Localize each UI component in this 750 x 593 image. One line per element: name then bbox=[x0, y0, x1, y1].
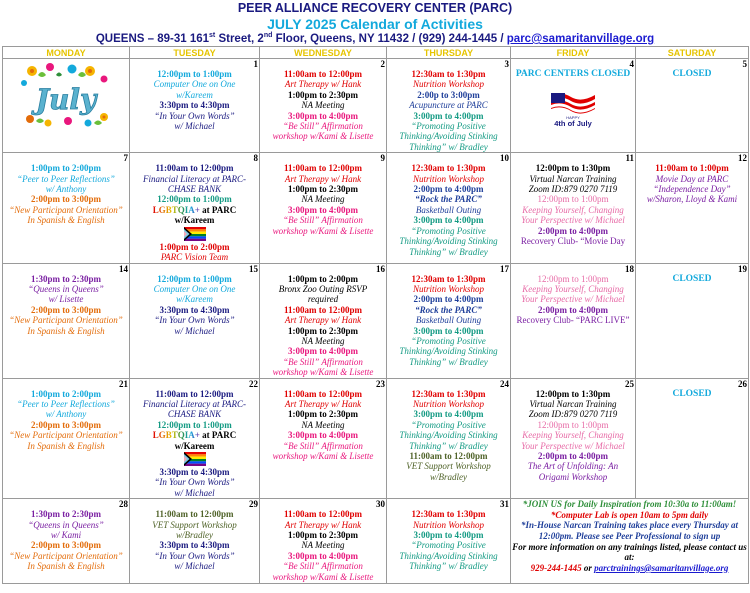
day-number: 29 bbox=[249, 499, 258, 510]
day-cell bbox=[3, 59, 130, 153]
day-cell: 28 1:30pm to 2:30pm “Queens in Queens” w/ Kami 2:00pm to 3:00pm “New Participant Orientation” In Spanish & English bbox=[3, 499, 130, 584]
day-number: 15 bbox=[249, 263, 258, 274]
day-cell: 2 11:00am to 12:00pm Art Therapy w/ Hank 1:00pm to 2:30pm NA Meeting 3:00pm to 4:00pm “Be Still” Affirmation workshop w/Kami & Lisette bbox=[260, 59, 387, 153]
day-number: 12 bbox=[738, 153, 747, 164]
day-number: 21 bbox=[119, 378, 128, 389]
day-cell: 18 12:00pm to 1:00pm Keeping Yourself, Changing Your Perspective w/ Michael 2:00pm to 4:00pm Recovery Club- “PARC LIVE” bbox=[511, 263, 636, 378]
day-header-saturday: SATURDAY bbox=[636, 47, 749, 59]
day-header-friday: FRIDAY bbox=[511, 47, 636, 59]
day-cell: 15 12:00pm to 1:00pm Computer One on One w/Kareem 3:30pm to 4:30pm “In Your Own Words” w/ Michael bbox=[130, 263, 260, 378]
day-header-wednesday: WEDNESDAY bbox=[260, 47, 387, 59]
day-cell: 8 11:00am to 12:00pm Financial Literacy at PARC- CHASE BANK 12:00pm to 1:00pm LGBTQIA+ at PARC w/Kareem 1:00pm to 2:00pm PARC Vision Team bbox=[130, 153, 260, 263]
day-cell: 17 12:30am to 1:30pm Nutrition Workshop 2:00pm to 4:00pm “Rock the PARC” Basketball Outing 3:00pm to 4:00pm “Promoting Positive Thinking/Avoiding Stinking Thinking” w/ Bradley bbox=[387, 263, 511, 378]
contact-note: For more information on any trainings listed, please contact us at: bbox=[512, 541, 747, 563]
closed-label: CLOSED bbox=[672, 388, 712, 399]
day-number: 1 bbox=[253, 59, 258, 69]
info-note-cell bbox=[511, 499, 749, 584]
day-cell: 3 12:30am to 1:30pm Nutrition Workshop 2:00p to 3:00pm Acupuncture at PARC 3:00pm to 4:00pm “Promoting Positive Thinking/Avoiding Stinking Thinking” w/ Bradley bbox=[387, 59, 511, 153]
day-number: 22 bbox=[249, 378, 258, 389]
day-number: 3 bbox=[504, 59, 509, 69]
day-cell: 12 11:00am to 1:00pm Movie Day at PARC “Independence Day” w/Sharon, Lloyd & Kami bbox=[636, 153, 749, 263]
day-cell: 14 1:30pm to 2:30pm “Queens in Queens” w/ Lisette 2:00pm to 3:00pm “New Participant Orientation” In Spanish & English bbox=[3, 263, 130, 378]
fourth-of-july-badge bbox=[545, 91, 601, 129]
day-cell: 7 1:00pm to 2:00pm “Peer to Peer Reflections” w/ Anthony 2:00pm to 3:00pm “New Participant Orientation” In Spanish & English bbox=[3, 153, 130, 263]
contact-line: 929-244-1445 or parctrainings@samaritanvillage.org bbox=[530, 562, 729, 573]
day-cell bbox=[636, 378, 749, 499]
day-number: 26 bbox=[738, 378, 747, 389]
day-cell: 22 11:00am to 12:00pm Financial Literacy at PARC- CHASE BANK 12:00pm to 1:00pm LGBTQIA+ at PARC w/Kareem 3:30pm to 4:30pm “In Your Own Words” w/ Michael bbox=[130, 378, 260, 499]
july-logo-text: July bbox=[35, 83, 97, 116]
day-cell: 31 12:30am to 1:30pm Nutrition Workshop 3:00pm to 4:00pm “Promoting Positive Thinking/Avoiding Stinking Thinking” w/ Bradley bbox=[387, 499, 511, 584]
day-cell: 23 11:00am to 12:00pm Art Therapy w/ Hank 1:00pm to 2:30pm NA Meeting 3:00pm to 4:00pm “Be Still” Affirmation workshop w/Kami & Lisette bbox=[260, 378, 387, 499]
day-number: 5 bbox=[742, 59, 747, 69]
daily-inspiration-note: *JOIN US for Daily Inspiration from 10:30a to 11:00am! bbox=[522, 499, 737, 510]
day-number: 23 bbox=[376, 378, 385, 389]
day-number: 2 bbox=[380, 59, 385, 69]
day-cell: 4 PARC CENTERS CLOSED HAPPY 4th of July bbox=[511, 59, 636, 153]
day-number: 17 bbox=[500, 263, 509, 274]
address-line: QUEENS – 89-31 161st Street, 2nd Floor, Queens, NY 11432 / (929) 244-1445 / parc@samaritanvillage.org bbox=[95, 32, 655, 45]
day-header-thursday: THURSDAY bbox=[387, 47, 511, 59]
day-cell: 25 12:00pm to 1:30pm Virtual Narcan Training Zoom ID:879 0270 7119 12:00pm to 1:00pm Keeping Yourself, Changing Your Perspective w/ Michael 2:00pm to 4:00pm The Art of Unfolding: An Origami Workshop bbox=[511, 378, 636, 499]
day-header-tuesday: TUESDAY bbox=[130, 47, 260, 59]
pride-flag-icon bbox=[184, 227, 206, 241]
day-number: 10 bbox=[500, 153, 509, 164]
july-logo-graphic bbox=[16, 61, 116, 131]
pride-flag-icon bbox=[184, 452, 206, 466]
day-number: 19 bbox=[738, 263, 747, 274]
day-number: 4 bbox=[629, 59, 634, 69]
day-header-monday: MONDAY bbox=[3, 47, 130, 59]
week-row bbox=[3, 378, 749, 499]
day-number: 7 bbox=[123, 153, 128, 164]
day-cell bbox=[636, 59, 749, 153]
day-number: 25 bbox=[625, 378, 634, 389]
closed-label: CLOSED bbox=[672, 69, 712, 79]
svg-text:4th of July: 4th of July bbox=[554, 119, 592, 129]
closed-label: CLOSED bbox=[672, 273, 712, 284]
trainings-email-link[interactable]: parctrainings@samaritanvillage.org bbox=[594, 562, 729, 573]
day-cell bbox=[636, 263, 749, 378]
day-cell: 1 12:00pm to 1:00pm Computer One on One w/Kareem 3:30pm to 4:30pm “In Your Own Words” w/ Michael bbox=[130, 59, 260, 153]
day-cell: 29 11:00am to 12:00pm VET Support Workshop w/Bradley 3:30pm to 4:30pm “In Your Own Words” w/ Michael bbox=[130, 499, 260, 584]
email-link[interactable]: parc@samaritanvillage.org bbox=[506, 32, 655, 45]
day-number: 18 bbox=[625, 263, 634, 274]
calendar-header bbox=[0, 0, 750, 46]
week-row bbox=[3, 499, 749, 584]
calendar-grid bbox=[2, 46, 749, 584]
day-number: 28 bbox=[119, 499, 128, 510]
day-cell: 21 1:00pm to 2:00pm “Peer to Peer Reflections” w/ Anthony 2:00pm to 3:00pm “New Participant Orientation” In Spanish & English bbox=[3, 378, 130, 499]
day-cell: 10 12:30am to 1:30pm Nutrition Workshop 2:00pm to 4:00pm “Rock the PARC” Basketball Outing 3:00pm to 4:00pm “Promoting Positive Thinking/Avoiding Stinking Thinking” w/ Bradley bbox=[387, 153, 511, 263]
day-cell: 16 1:00pm to 2:00pm Bronx Zoo Outing RSVP required 11:00am to 12:00pm Art Therapy w/ Hank 1:00pm to 2:30pm NA Meeting 3:00pm to 4:00pm “Be Still” Affirmation workshop w/Kami & Lisette bbox=[260, 263, 387, 378]
day-cell: 9 11:00am to 12:00pm Art Therapy w/ Hank 1:00pm to 2:30pm NA Meeting 3:00pm to 4:00pm “Be Still” Affirmation workshop w/Kami & Lisette bbox=[260, 153, 387, 263]
contact-phone: 929-244-1445 bbox=[530, 562, 582, 573]
day-number: 8 bbox=[253, 153, 258, 164]
day-number: 14 bbox=[119, 263, 128, 274]
svg-text:HAPPY: HAPPY bbox=[566, 115, 580, 121]
day-number: 30 bbox=[376, 499, 385, 510]
computer-lab-note: *Computer Lab is open 10am to 5pm daily bbox=[550, 509, 709, 520]
day-number: 24 bbox=[500, 378, 509, 389]
day-number: 11 bbox=[625, 153, 634, 164]
week-row bbox=[3, 263, 749, 378]
day-number: 31 bbox=[500, 499, 509, 510]
day-cell: 30 11:00am to 12:00pm Art Therapy w/ Hank 1:00pm to 2:30pm NA Meeting 3:00pm to 4:00pm “Be Still” Affirmation workshop w/Kami & Lisette bbox=[260, 499, 387, 584]
day-cell: 11 12:00pm to 1:30pm Virtual Narcan Training Zoom ID:879 0270 7119 12:00pm to 1:00pm Keeping Yourself, Changing Your Perspective w/ Michael 2:00pm to 4:00pm Recovery Club- “Movie Day bbox=[511, 153, 636, 263]
week-row bbox=[3, 59, 749, 153]
day-header-row bbox=[3, 47, 749, 59]
week-row bbox=[3, 153, 749, 263]
month-title: JULY 2025 Calendar of Activities bbox=[267, 16, 483, 32]
day-number: 16 bbox=[376, 263, 385, 274]
narcan-training-note: *In-House Narcan Training takes place every Thursday at 12:00pm. Please see Peer Professional to sign up bbox=[521, 520, 738, 541]
org-title: PEER ALLIANCE RECOVERY CENTER (PARC) bbox=[237, 1, 513, 15]
day-number: 9 bbox=[380, 153, 385, 164]
day-cell: 24 12:30am to 1:30pm Nutrition Workshop 3:00pm to 4:00pm “Promoting Positive Thinking/Avoiding Stinking Thinking” w/ Bradley 11:00am to 12:00pm VET Support Workshop w/Bradley bbox=[387, 378, 511, 499]
